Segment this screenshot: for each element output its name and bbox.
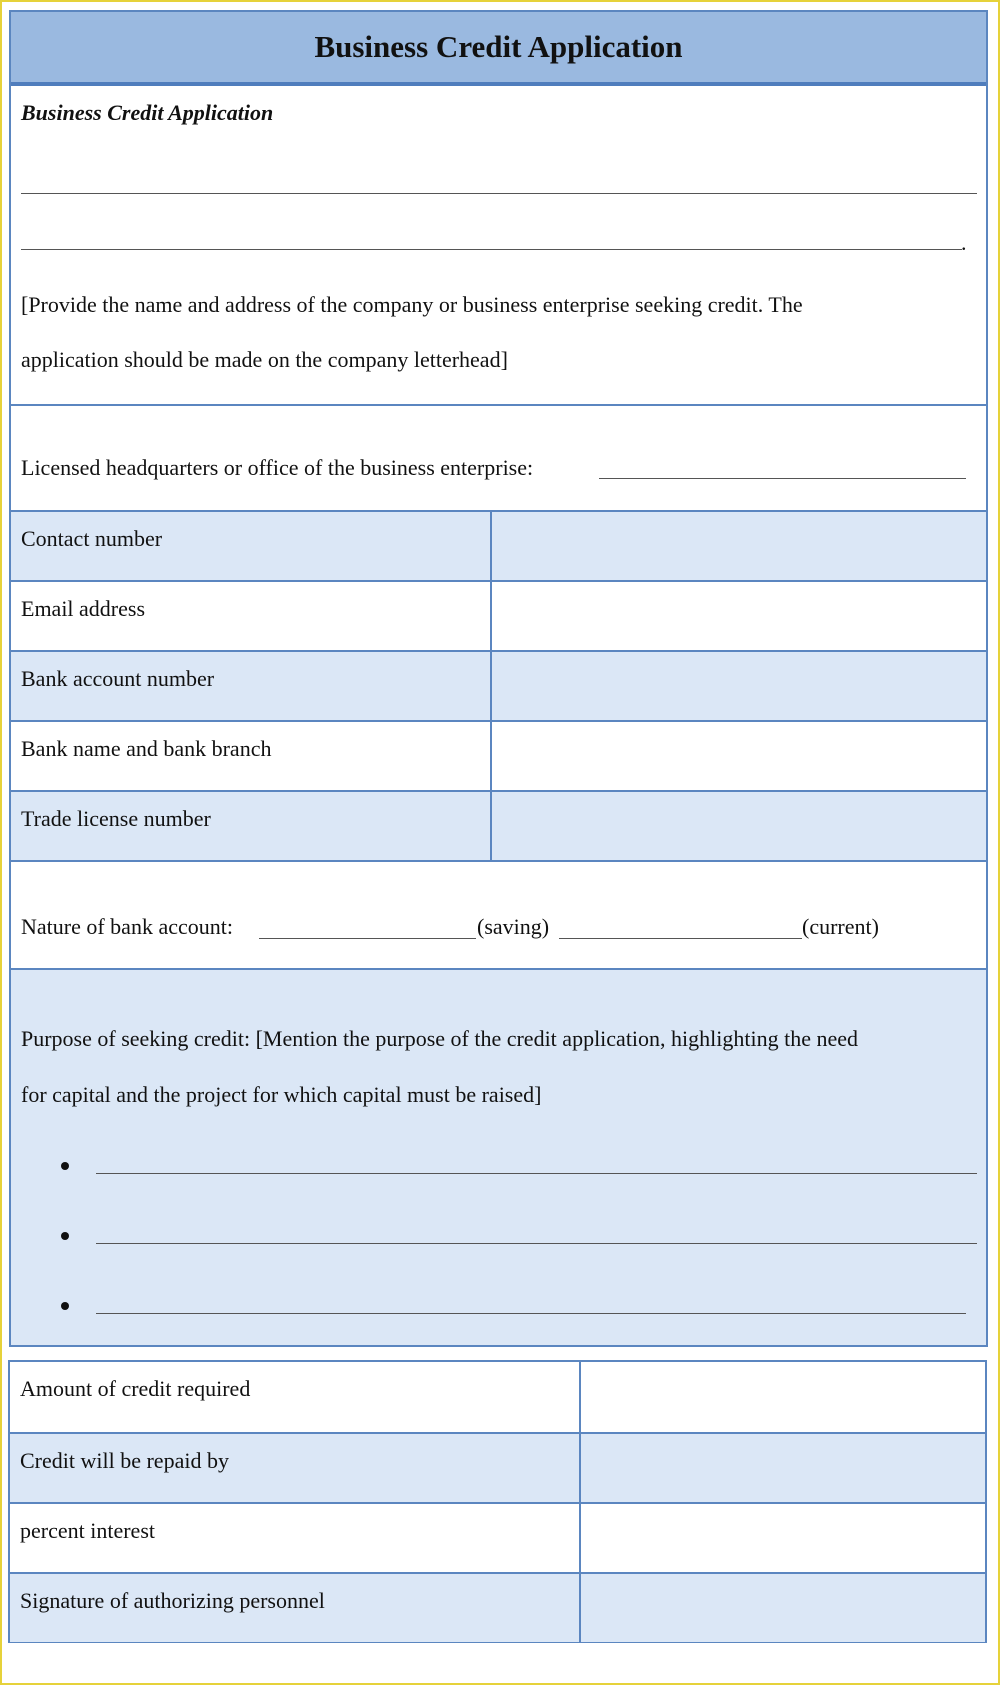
- column-divider: [490, 652, 492, 720]
- column-divider: [490, 512, 492, 580]
- headquarters-line[interactable]: [599, 478, 966, 479]
- bullet-icon: [61, 1302, 69, 1310]
- column-divider: [490, 582, 492, 650]
- instruction-line-2: application should be made on the company letterhead]: [21, 347, 508, 372]
- purpose-section: [11, 968, 986, 1345]
- table-row-bank-account: [11, 650, 986, 720]
- bullet-icon: [61, 1232, 69, 1240]
- table-row-interest: [10, 1502, 985, 1572]
- current-label: (current): [802, 914, 879, 939]
- trade-license-label: Trade license number: [21, 806, 211, 831]
- table-row-trade-license: [11, 790, 986, 860]
- bank-account-label: Bank account number: [21, 666, 215, 691]
- table-row-email: [11, 580, 986, 650]
- table-row-bank-name: [11, 720, 986, 790]
- purpose-line-1: Purpose of seeking credit: [Mention the purpose of the credit application, highlighting the need: [21, 1026, 859, 1051]
- headquarters-label: Licensed headquarters or office of the business enterprise:: [21, 455, 534, 480]
- credit-table: [8, 1360, 987, 1643]
- bank-account-nature-label: Nature of bank account:: [21, 914, 233, 939]
- repaid-label: Credit will be repaid by: [20, 1448, 229, 1473]
- column-divider: [490, 792, 492, 860]
- address-period: .: [961, 230, 967, 255]
- purpose-entry-line[interactable]: [96, 1313, 966, 1314]
- application-form: [9, 10, 988, 1347]
- section-divider: [11, 860, 986, 862]
- column-divider: [579, 1362, 581, 1432]
- table-row-repaid: [10, 1432, 985, 1502]
- company-name-line[interactable]: [21, 193, 977, 194]
- purpose-entry-line[interactable]: [96, 1173, 977, 1174]
- current-line[interactable]: [559, 938, 802, 939]
- purpose-line-2: for capital and the project for which capital must be raised]: [21, 1082, 542, 1107]
- signature-label: Signature of authorizing personnel: [20, 1588, 325, 1613]
- table-row-amount: [10, 1362, 985, 1432]
- purpose-entry-line[interactable]: [96, 1243, 977, 1244]
- instruction-line-1: [Provide the name and address of the company or business enterprise seeking credit. The: [21, 292, 803, 317]
- email-address-label: Email address: [21, 596, 146, 621]
- interest-label: percent interest: [20, 1518, 155, 1543]
- bullet-icon: [61, 1162, 69, 1170]
- form-title: Business Credit Application: [11, 12, 986, 86]
- section-divider: [11, 404, 986, 406]
- contact-number-label: Contact number: [21, 526, 163, 551]
- column-divider: [579, 1574, 581, 1642]
- column-divider: [490, 722, 492, 790]
- bank-name-label: Bank name and bank branch: [21, 736, 272, 761]
- table-row-contact: [11, 510, 986, 580]
- column-divider: [579, 1504, 581, 1572]
- amount-label: Amount of credit required: [20, 1376, 251, 1401]
- table-row-signature: [10, 1572, 985, 1642]
- saving-label: (saving): [477, 914, 550, 939]
- saving-line[interactable]: [259, 938, 476, 939]
- column-divider: [579, 1434, 581, 1502]
- form-subtitle: Business Credit Application: [21, 100, 274, 125]
- company-address-line[interactable]: [21, 249, 962, 250]
